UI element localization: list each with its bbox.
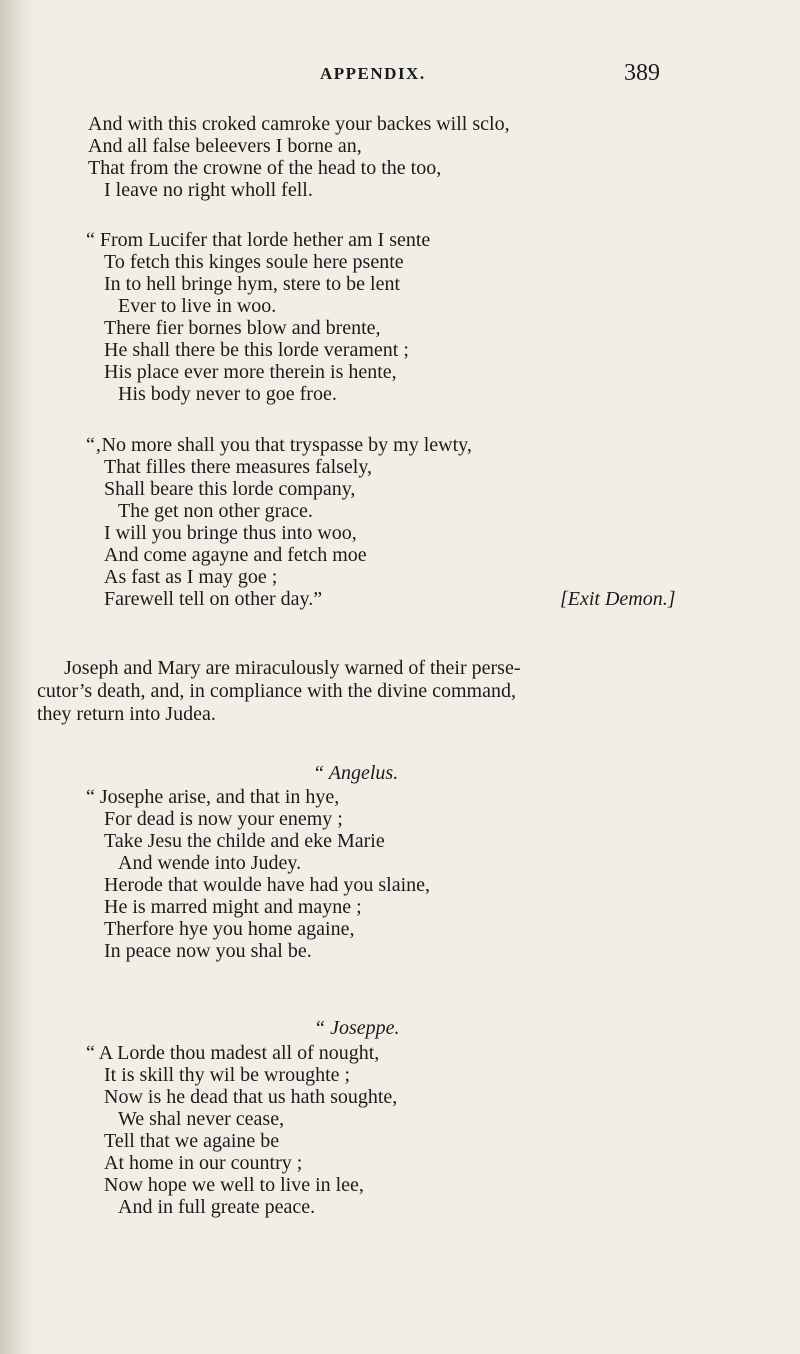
verse-line: Herode that woulde have had you slaine,	[104, 874, 431, 896]
verse-line: Take Jesu the childe and eke Marie	[104, 830, 385, 852]
speaker-heading: “ Angelus.	[313, 762, 399, 784]
verse-line: His place ever more therein is hente,	[104, 361, 397, 383]
running-head	[0, 62, 800, 92]
verse-line: There fier bornes blow and brente,	[104, 317, 381, 339]
verse-line: Tell that we againe be	[104, 1130, 280, 1152]
verse-line: He is marred might and mayne ;	[104, 896, 362, 918]
verse-line: To fetch this kinges soule here psente	[104, 251, 404, 273]
verse-line: Therfore hye you home againe,	[104, 918, 355, 940]
verse-line: “ From Lucifer that lorde hether am I sente	[86, 229, 431, 251]
verse-line: I leave no right wholl fell.	[104, 179, 313, 201]
prose-line: Joseph and Mary are miraculously warned of their perse-	[64, 657, 521, 679]
verse-line: Shall beare this lorde company,	[104, 478, 356, 500]
page-number: 389	[624, 60, 660, 86]
verse-line: His body never to goe froe.	[118, 383, 337, 405]
stage-direction: [Exit Demon.]	[560, 588, 676, 610]
verse-line: It is skill thy wil be wroughte ;	[104, 1064, 351, 1086]
verse-line: In peace now you shal be.	[104, 940, 312, 962]
verse-line: “‚No more shall you that tryspasse by my lewty,	[86, 434, 472, 456]
verse-line: And with this croked camroke your backes will sclo,	[88, 113, 510, 135]
running-title: APPENDIX.	[320, 64, 426, 83]
verse-line: As fast as I may goe ;	[104, 566, 278, 588]
verse-line: Now is he dead that us hath soughte,	[104, 1086, 398, 1108]
verse-line: And wende into Judey.	[118, 852, 302, 874]
verse-line: “ A Lorde thou madest all of nought,	[86, 1042, 380, 1064]
verse-line: The get non other grace.	[118, 500, 313, 522]
verse-line: In to hell bringe hym, stere to be lent	[104, 273, 401, 295]
verse-line: I will you bringe thus into woo,	[104, 522, 357, 544]
verse-line: And in full greate peace.	[118, 1196, 316, 1218]
verse-line: We shal never cease,	[118, 1108, 285, 1130]
verse-line: “ Josephe arise, and that in hye,	[86, 786, 340, 808]
verse-line: Ever to live in woo.	[118, 295, 277, 317]
verse-line: That from the crowne of the head to the too,	[88, 157, 442, 179]
verse-line: Farewell tell on other day.”	[104, 588, 323, 610]
verse-line: At home in our country ;	[104, 1152, 303, 1174]
prose-line: cutor’s death, and, in compliance with the divine command,	[37, 680, 516, 702]
prose-line: they return into Judea.	[37, 703, 216, 725]
verse-line: For dead is now your enemy ;	[104, 808, 343, 830]
verse-line: And come agayne and fetch moe	[104, 544, 367, 566]
verse-line: That filles there measures falsely,	[104, 456, 373, 478]
verse-line: He shall there be this lorde verament ;	[104, 339, 409, 361]
speaker-heading: “ Joseppe.	[314, 1017, 400, 1039]
verse-line: And all false beleevers I borne an,	[88, 135, 362, 157]
verse-line: Now hope we well to live in lee,	[104, 1174, 364, 1196]
